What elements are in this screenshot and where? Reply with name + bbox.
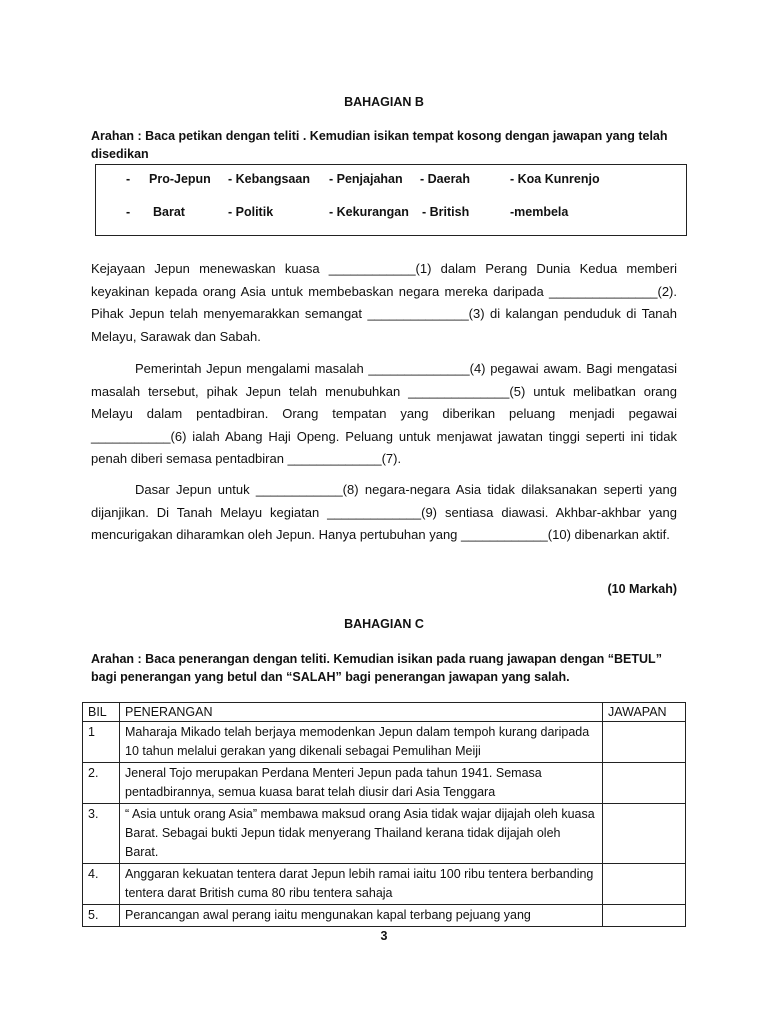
marks-label: (10 Markah) (607, 582, 677, 596)
betul-keyword: BETUL (614, 652, 656, 666)
section-c-title: BAHAGIAN C (344, 617, 424, 631)
word-bank-item: Pro-Jepun (149, 172, 211, 186)
section-c-instruction: Arahan : Baca penerangan dengan teliti. Kemudian isikan pada ruang jawapan dengan “BETUL” bagi penerangan yang betul dan “SALAH” bagi penerangan jawapan yang salah. (91, 652, 662, 684)
row-number: 5. (83, 905, 120, 927)
paragraph-3-wrap (91, 479, 677, 547)
header-penerangan: PENERANGAN (120, 703, 603, 722)
word-bank-item: - Politik (228, 205, 274, 219)
word-bank-item: Barat (153, 205, 185, 219)
row-statement: Perancangan awal perang iaitu mengunakan kapal terbang pejuang yang (120, 905, 603, 927)
paragraph-1: Kejayaan Jepun menewaskan kuasa ____________(1) dalam Perang Dunia Kedua memberi keyakinan kepada orang Asia untuk membebaskan negara mereka daripada _______________(2). Pihak Jepun telah menyemarakkan semangat ______________(3) di kalangan penduduk di Tanah Melayu, Sarawak dan Sabah. (91, 261, 677, 344)
table-row (83, 905, 686, 927)
row-statement: Jeneral Tojo merupakan Perdana Menteri Jepun pada tahun 1941. Semasa pentadbirannya, semua kuasa barat telah diusir dari Asia Tenggara (120, 763, 603, 804)
word-bank-dash: - (126, 172, 131, 186)
row-statement: “ Asia untuk orang Asia” membawa maksud orang Asia tidak wajar dijajah oleh kuasa Barat. Sebagai bukti Jepun tidak menyerang Thailand kerana tidak dijajah oleh Barat. (120, 804, 603, 864)
word-bank-item: - Kekurangan (329, 205, 409, 219)
section-b-title: BAHAGIAN B (344, 95, 424, 109)
row-number: 1 (83, 722, 120, 763)
word-bank-item: - British (422, 205, 470, 219)
word-bank-item: - Koa Kunrenjo (510, 172, 600, 186)
section-b-instruction: Arahan : Baca petikan dengan teliti . Kemudian isikan tempat kosong dengan jawapan yang telah disedikan (91, 129, 668, 161)
word-bank-item: - Daerah (420, 172, 471, 186)
word-bank-dash: - (126, 205, 131, 219)
word-bank-box (95, 164, 687, 236)
header-jawapan: JAWAPAN (603, 703, 686, 722)
word-bank-item: - Kebangsaan (228, 172, 310, 186)
row-number: 4. (83, 864, 120, 905)
paragraph-2: Pemerintah Jepun mengalami masalah ______________(4) pegawai awam. Bagi mengatasi masalah tersebut, pihak Jepun telah menubuhkan ______________(5) untuk melibatkan orang Melayu dalam pentadbiran. Orang tempatan yang diberikan peluang menjadi pegawai ___________(6) ialah Abang Haji Openg. Peluang untuk menjawat jawatan tinggi seperti ini tidak penah diberi semasa pentadbiran _____________(7). (91, 361, 677, 466)
table-row (83, 804, 686, 864)
table-header-row (83, 703, 686, 722)
answer-cell[interactable] (603, 722, 686, 763)
paragraph-2-wrap (91, 358, 677, 471)
paragraph-3: Dasar Jepun untuk ____________(8) negara-negara Asia tidak dilaksanakan seperti yang dijanjikan. Di Tanah Melayu kegiatan _____________(9) sentiasa diawasi. Akhbar-akhbar yang mencurigakan diharamkan oleh Jepun. Hanya pertubuhan yang ____________(10) dibenarkan aktif. (91, 482, 677, 542)
answer-cell[interactable] (603, 905, 686, 927)
table-row (83, 763, 686, 804)
answer-cell[interactable] (603, 864, 686, 905)
word-bank-item: - Penjajahan (329, 172, 403, 186)
row-number: 2. (83, 763, 120, 804)
answer-cell[interactable] (603, 763, 686, 804)
header-bil: BIL (83, 703, 120, 722)
salah-keyword: SALAH (292, 670, 336, 684)
answer-cell[interactable] (603, 804, 686, 864)
row-statement: Maharaja Mikado telah berjaya memodenkan Jepun dalam tempoh kurang daripada 10 tahun melalui gerakan yang dikenali sebagai Pemulihan Meiji (120, 722, 603, 763)
table-row (83, 864, 686, 905)
row-statement: Anggaran kekuatan tentera darat Jepun lebih ramai iaitu 100 ribu tentera berbanding tentera darat British cuma 80 ribu tentera sahaja (120, 864, 603, 905)
page-number: 3 (380, 929, 388, 943)
true-false-table (82, 702, 686, 927)
row-number: 3. (83, 804, 120, 864)
word-bank-item: -membela (510, 205, 569, 219)
table-row (83, 722, 686, 763)
